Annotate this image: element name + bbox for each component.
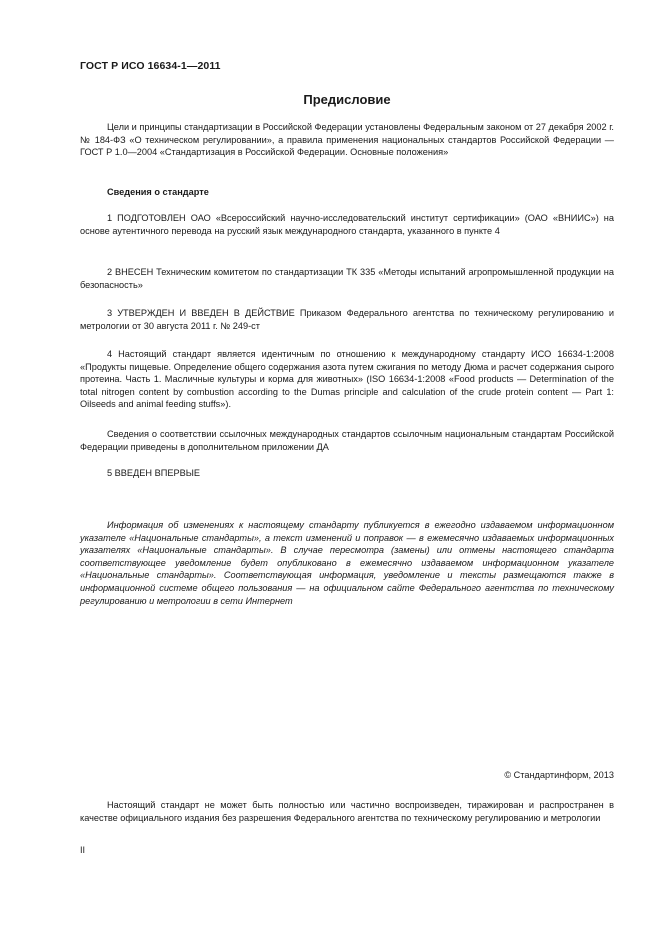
- item-5: 5 ВВЕДЕН ВПЕРВЫЕ: [107, 468, 200, 478]
- item-1: 1 ПОДГОТОВЛЕН ОАО «Всероссийский научно-исследовательский институт сертификации» (ОАО «ВНИИС») на основе аутентичного перевода на русский язык международного стандарта, указанного в пункте 4: [80, 213, 614, 236]
- copyright: © Стандартинформ, 2013: [504, 770, 614, 780]
- item-3: 3 УТВЕРЖДЕН И ВВЕДЕН В ДЕЙСТВИЕ Приказом Федерального агентства по техническому регулированию и метрологии от 30 августа 2011 г. № 249-ст: [80, 308, 614, 331]
- page-number: II: [80, 845, 86, 855]
- item-4-references: Сведения о соответствии ссылочных международных стандартов ссылочным национальным стандартам Российской Федерации приведены в дополнительном приложении ДА: [80, 429, 614, 452]
- item-2: 2 ВНЕСЕН Техническим комитетом по стандартизации ТК 335 «Методы испытаний агропромышленной продукции на безопасность»: [80, 267, 614, 290]
- document-code: ГОСТ Р ИСО 16634-1—2011: [80, 60, 221, 72]
- intro-paragraph: Цели и принципы стандартизации в Российской Федерации установлены Федеральным законом от 27 декабря 2002 г. № 184-ФЗ «О техническом регулировании», а правила применения национальных стандартов Российской Федерации — ГОСТ Р 1.0—2004 «Стандартизация в Российской Федерации. Основные положения»: [80, 122, 614, 158]
- page-title: Предисловие: [303, 92, 391, 107]
- rights-notice: Настоящий стандарт не может быть полностью или частично воспроизведен, тиражирован и распространен в качестве официального издания без разрешения Федерального агентства по техническому регулированию и метрологии: [80, 800, 614, 823]
- amendments-notice: Информация об изменениях к настоящему стандарту публикуется в ежегодно издаваемом информационном указателе «Национальные стандарты», а текст изменений и поправок — в ежемесячно издаваемых информационных указателях «Национальные стандарты». В случае пересмотра (замены) или отмены настоящего стандарта соответствующее уведомление будет опубликовано в ежемесячно издаваемом информационном указателе «Национальные стандарты». Соответствующая информация, уведомление и тексты размещаются также в информационной системе общего пользования — на официальном сайте Федерального агентства по техническому регулированию и метрологии в сети Интернет: [80, 520, 614, 606]
- info-heading: Сведения о стандарте: [107, 187, 209, 197]
- item-4: 4 Настоящий стандарт является идентичным по отношению к международному стандарту ИСО 16634-1:2008 «Продукты пищевые. Определение общего содержания азота путем сжигания по методу Дюма и расчет содержания сырого протеина. Часть 1. Масличные культуры и корма для животных» (ISO 16634-1:2008 «Food products — Determination of the total nitrogen content by combustion according to the Dumas principle and calculation of the crude protein content — Part 1: Oilseeds and animal feeding stuffs»).: [80, 349, 614, 410]
